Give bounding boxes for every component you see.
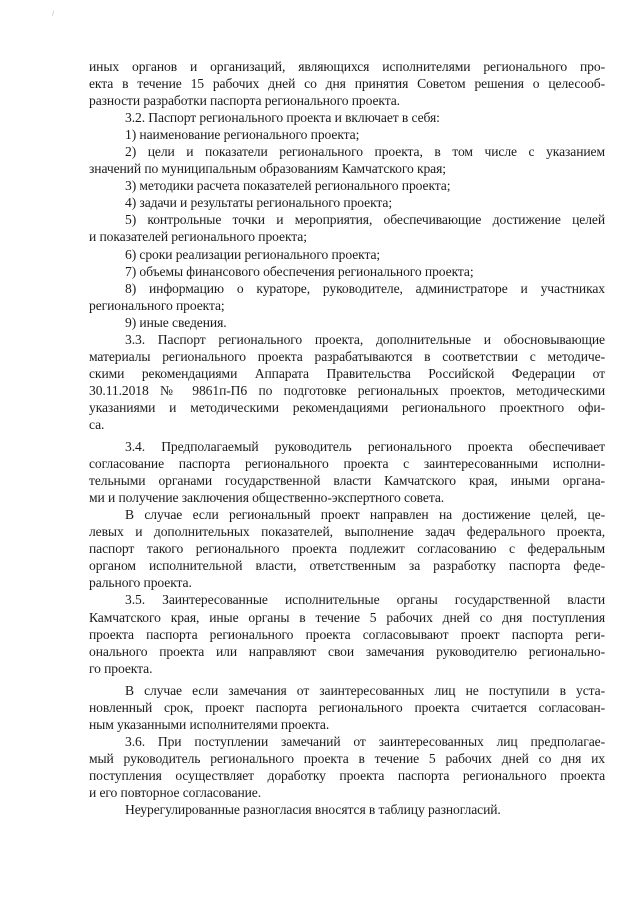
- list-item-7: [89, 263, 605, 280]
- text-line: 4) задачи и результаты регионального проекта;: [125, 195, 393, 211]
- text-line: новленный срок, проект паспорта регионального проекта считается согласован-: [89, 699, 605, 715]
- text-line: ми и получение заключения общественно-экспертного совета.: [89, 490, 445, 506]
- text-line: 9) иные сведения.: [125, 314, 227, 330]
- text-line: органом исполнительной власти, ответственным за разработку паспорта феде-: [89, 558, 605, 574]
- text-line: мый руководитель регионального проекта в течение 5 рабочих дней со дня их: [89, 750, 605, 766]
- text-line: скими рекомендациями Аппарата Правительства Российской Федерации от: [89, 365, 605, 381]
- list-item-9: [89, 314, 605, 331]
- text-line: материалы регионального проекта разрабатываются в соответствии с методиче-: [89, 348, 605, 364]
- text-line: го проекта.: [89, 660, 153, 676]
- paragraph-3-2-heading: [89, 109, 605, 126]
- text-line: 3) методики расчета показателей регионального проекта;: [125, 178, 451, 194]
- paragraph-no-remarks: [89, 682, 605, 733]
- text-line: и его повторное согласование.: [89, 784, 262, 800]
- text-line: В случае если региональный проект направлен на достижение целей, це-: [125, 507, 605, 523]
- text-line: ным указанными исполнителями проекта.: [89, 716, 330, 732]
- text-line: и показателей регионального проекта;: [89, 229, 307, 245]
- document-body: [89, 58, 605, 818]
- text-line: 5) контрольные точки и мероприятия, обеспечивающие достижение целей: [125, 212, 605, 228]
- list-item-2: [89, 143, 605, 177]
- text-line: иных органов и организаций, являющихся исполнителями регионального про-: [89, 59, 605, 74]
- paragraph-3-6: [89, 733, 605, 801]
- text-line: 30.11.2018 № 9861п-П6 по подготовке региональных проектов, методическими: [89, 382, 605, 398]
- text-line: 8) информацию о кураторе, руководителе, администраторе и участниках: [125, 280, 605, 296]
- text-line: онального проекта или направляют свои замечания руководителю регионально-: [89, 643, 605, 659]
- text-line: рального проекта.: [89, 575, 192, 591]
- text-line: 1) наименование регионального проекта;: [125, 127, 360, 143]
- text-line: Камчатского края, иные органы в течение 5 рабочих дней со дня поступления: [89, 609, 605, 625]
- list-item-4: [89, 194, 605, 211]
- text-line: согласование паспорта регионального проекта с заинтересованными исполни-: [89, 456, 605, 472]
- paragraph-federal-coordination: [89, 506, 605, 591]
- text-line: левых и дополнительных показателей, выполнение задач федерального проекта,: [89, 524, 605, 540]
- text-line: 3.4. Предполагаемый руководитель регионального проекта обеспечивает: [125, 439, 605, 455]
- text-line: 3.3. Паспорт регионального проекта, дополнительные и обосновывающие: [125, 331, 605, 347]
- text-line: 3.5. Заинтересованные исполнительные органы государственной власти: [125, 592, 605, 608]
- paragraph-3-5: [89, 591, 605, 676]
- text-line: 3.6. При поступлении замечаний от заинтересованных лиц предполагае-: [125, 733, 605, 749]
- text-line: регионального проекта;: [89, 297, 225, 313]
- text-line: проекта паспорта регионального проекта согласовывают проект паспорта реги-: [89, 626, 605, 642]
- list-item-8: [89, 280, 605, 314]
- paragraph-3-3: [89, 331, 605, 433]
- text-line: тельными органами государственной власти Камчатского края, иными органа-: [89, 473, 605, 489]
- corner-mark: /: [52, 9, 55, 18]
- text-line: екта в течение 15 рабочих дней со дня принятия Советом решения о целесооб-: [89, 76, 605, 92]
- list-item-3: [89, 177, 605, 194]
- paragraph-3-4: [89, 438, 605, 506]
- list-item-1: [89, 126, 605, 143]
- text-line: 6) сроки реализации регионального проекта;: [125, 246, 381, 262]
- list-item-5: [89, 211, 605, 245]
- text-line: Неурегулированные разногласия вносятся в таблицу разногласий.: [125, 802, 501, 818]
- list-item-6: [89, 246, 605, 263]
- paragraph-disagreements: [89, 801, 605, 818]
- text-line: поступления осуществляет доработку проекта паспорта регионального проекта: [89, 767, 605, 783]
- text-line: разности разработки паспорта регионального проекта.: [89, 93, 400, 109]
- text-line: паспорт такого регионального проекта подлежит согласованию с федеральным: [89, 541, 605, 557]
- text-line: указаниями и методическими рекомендациями регионального проектного офи-: [89, 399, 605, 415]
- text-line: са.: [89, 416, 105, 432]
- text-line: 7) объемы финансового обеспечения регионального проекта;: [125, 263, 474, 279]
- text-line: значений по муниципальным образованиям Камчатского края;: [89, 161, 446, 177]
- text-line: 2) цели и показатели регионального проекта, в том числе с указанием: [125, 144, 605, 160]
- paragraph-intro-continuation: [89, 58, 605, 109]
- text-line: В случае если замечания от заинтересованных лиц не поступили в уста-: [125, 682, 605, 698]
- text-line: 3.2. Паспорт регионального проекта и включает в себя:: [125, 110, 440, 126]
